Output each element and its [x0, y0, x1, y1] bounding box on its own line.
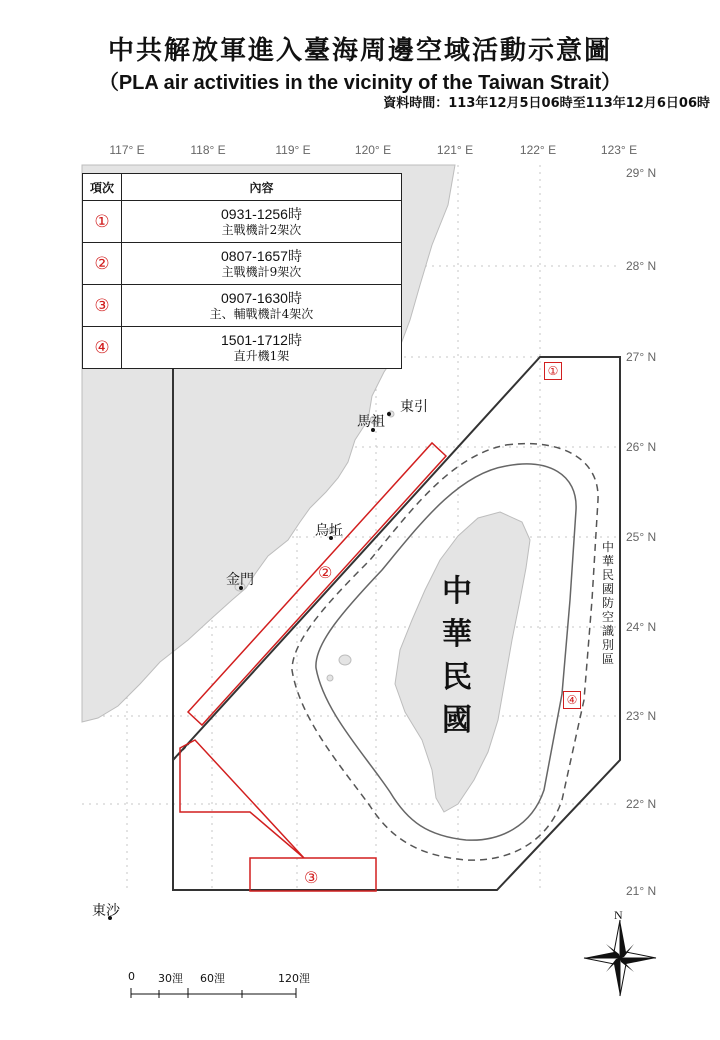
lat-label-28: 28° N: [626, 259, 657, 273]
legend-row-time: 0907-1630時: [221, 289, 302, 306]
map-title: 中共解放軍進入臺海周邊空域活動示意圖: [107, 36, 612, 66]
lon-label-119: 119° E: [275, 143, 311, 157]
lat-label-27: 27° N: [626, 350, 657, 364]
activity-legend-table: [82, 173, 402, 369]
scale-label-30: 30浬: [158, 972, 183, 985]
legend-row-time: 0807-1657時: [221, 247, 302, 264]
place-kinmen: 金門: [226, 572, 254, 588]
zone-1-marker: ①: [544, 362, 562, 380]
lat-label-21: 21° N: [626, 884, 657, 898]
legend-row: [83, 327, 402, 369]
map-subtitle: （PLA air activities in the vicinity of the Taiwan Strait）: [98, 72, 622, 94]
zone-2-marker: ②: [318, 563, 333, 582]
legend-row-number: ①: [83, 201, 122, 243]
lon-label-117: 117° E: [109, 143, 145, 157]
legend-row: [83, 285, 402, 327]
legend-row: [83, 201, 402, 243]
legend-row-content: [122, 327, 402, 369]
lat-label-23: 23° N: [626, 709, 657, 723]
lat-label-25: 25° N: [626, 530, 657, 544]
legend-row-content: [122, 243, 402, 285]
lon-label-121: 121° E: [436, 143, 474, 157]
adiz-label: 中華民國防空識別區: [601, 540, 614, 666]
place-wuqiu: 烏坵: [315, 523, 343, 539]
scale-label-0: 0: [128, 970, 135, 983]
place-dongsha: 東沙: [92, 903, 120, 919]
lon-label-120: 120° E: [354, 143, 392, 157]
legend-row-desc: 主戰機計2架次: [221, 222, 302, 237]
zone-4-marker: ④: [563, 691, 581, 709]
legend-row-number: ③: [83, 285, 122, 327]
lat-label-22: 22° N: [626, 797, 657, 811]
compass-rose: [584, 920, 656, 996]
scale-label-60: 60浬: [200, 972, 225, 985]
place-matsu: 馬祖: [357, 414, 385, 430]
legend-row: [83, 243, 402, 285]
legend-col-content: 內容: [122, 174, 402, 201]
compass-north-label: N: [614, 908, 623, 922]
taiwan-label: 中華民國: [442, 574, 472, 738]
lon-label-118: 118° E: [190, 143, 226, 157]
lat-label-26: 26° N: [626, 440, 657, 454]
legend-row-number: ④: [83, 327, 122, 369]
legend-col-item: 項次: [83, 174, 122, 201]
lat-label-24: 24° N: [626, 620, 657, 634]
legend-row-number: ②: [83, 243, 122, 285]
legend-row-desc: 直升機1架: [233, 348, 290, 363]
zone-3-area-west: [180, 740, 304, 858]
legend-row-desc: 主、輔戰機計4架次: [209, 306, 314, 321]
data-timeline: 資料時間：113年12月5日06時至113年12月6日06時: [383, 96, 710, 111]
lon-label-122: 122° E: [519, 143, 557, 157]
scale-labels: [128, 970, 308, 1010]
legend-row-desc: 主戰機計9架次: [221, 264, 302, 279]
lon-label-123: 123° E: [600, 143, 638, 157]
zone-3-marker: ③: [304, 868, 319, 887]
legend-row-time: 1501-1712時: [221, 331, 302, 348]
legend-row-time: 0931-1256時: [221, 205, 302, 222]
place-dongyin: 東引: [400, 399, 428, 415]
legend-row-content: [122, 285, 402, 327]
legend-header-row: [83, 174, 402, 201]
lat-label-29: 29° N: [626, 166, 657, 180]
scale-label-120: 120浬: [278, 972, 310, 985]
legend-row-content: [122, 201, 402, 243]
